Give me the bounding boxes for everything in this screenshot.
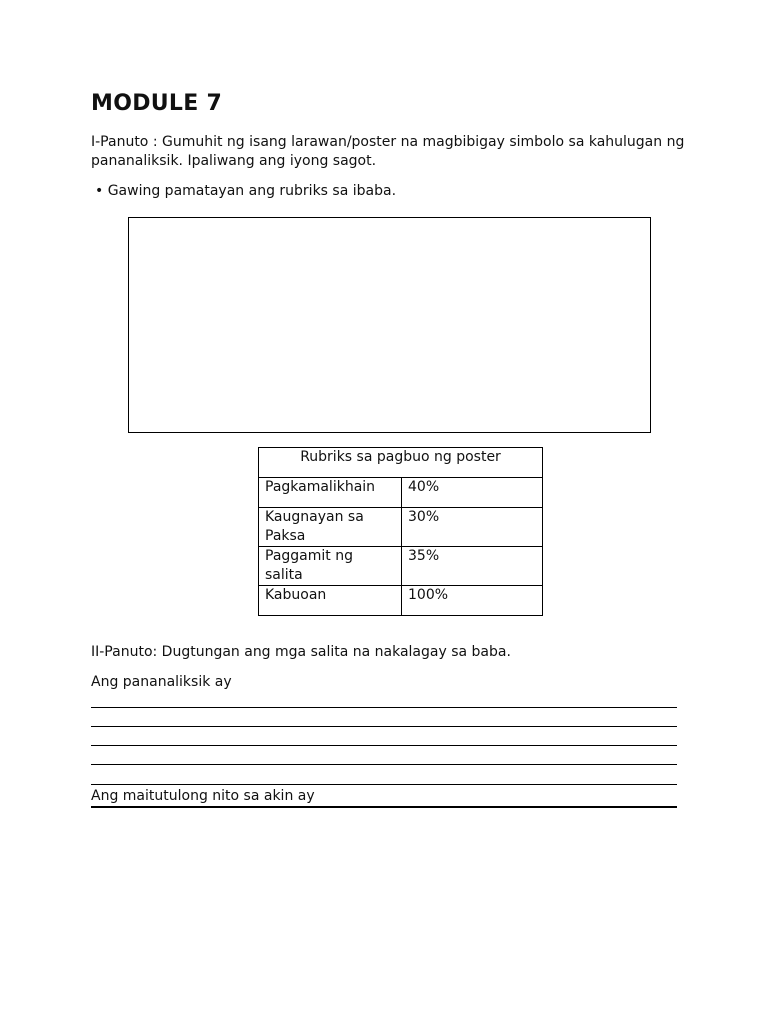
rubric-percent: 35% — [402, 547, 543, 586]
answer-line[interactable] — [91, 707, 677, 708]
answer-line[interactable] — [91, 784, 677, 785]
prompt-maitutulong[interactable]: Ang maitutulong nito sa akin ay — [91, 787, 677, 808]
rubric-row — [259, 508, 543, 547]
rubric-criterion: Paggamit ng salita — [259, 547, 402, 586]
rubric-criterion: Pagkamalikhain — [259, 478, 402, 508]
prompt-pananaliksik: Ang pananaliksik ay — [91, 674, 232, 690]
rubric-note-bullet: • Gawing pamatayan ang rubriks sa ibaba. — [95, 183, 397, 199]
page-title: MODULE 7 — [91, 91, 223, 116]
part2-instruction: II-Panuto: Dugtungan ang mga salita na nakalagay sa baba. — [91, 644, 511, 660]
rubric-percent: 30% — [402, 508, 543, 547]
rubric-row — [259, 547, 543, 586]
answer-line[interactable] — [91, 745, 677, 746]
part1-instruction: I-Panuto : Gumuhit ng isang larawan/poster na magbibigay simbolo sa kahulugan ng pananaliksik. Ipaliwang ang iyong sagot. — [91, 134, 685, 169]
rubric-criterion: Kabuoan — [259, 586, 402, 616]
answer-line[interactable] — [91, 726, 677, 727]
rubric-table — [258, 447, 543, 616]
rubric-percent: 100% — [402, 586, 543, 616]
rubric-row — [259, 586, 543, 616]
rubric-row — [259, 478, 543, 508]
rubric-criterion: Kaugnayan sa Paksa — [259, 508, 402, 547]
rubric-header: Rubriks sa pagbuo ng poster — [259, 448, 543, 478]
rubric-percent: 40% — [402, 478, 543, 508]
answer-line[interactable] — [91, 764, 677, 765]
drawing-box[interactable] — [128, 217, 651, 433]
